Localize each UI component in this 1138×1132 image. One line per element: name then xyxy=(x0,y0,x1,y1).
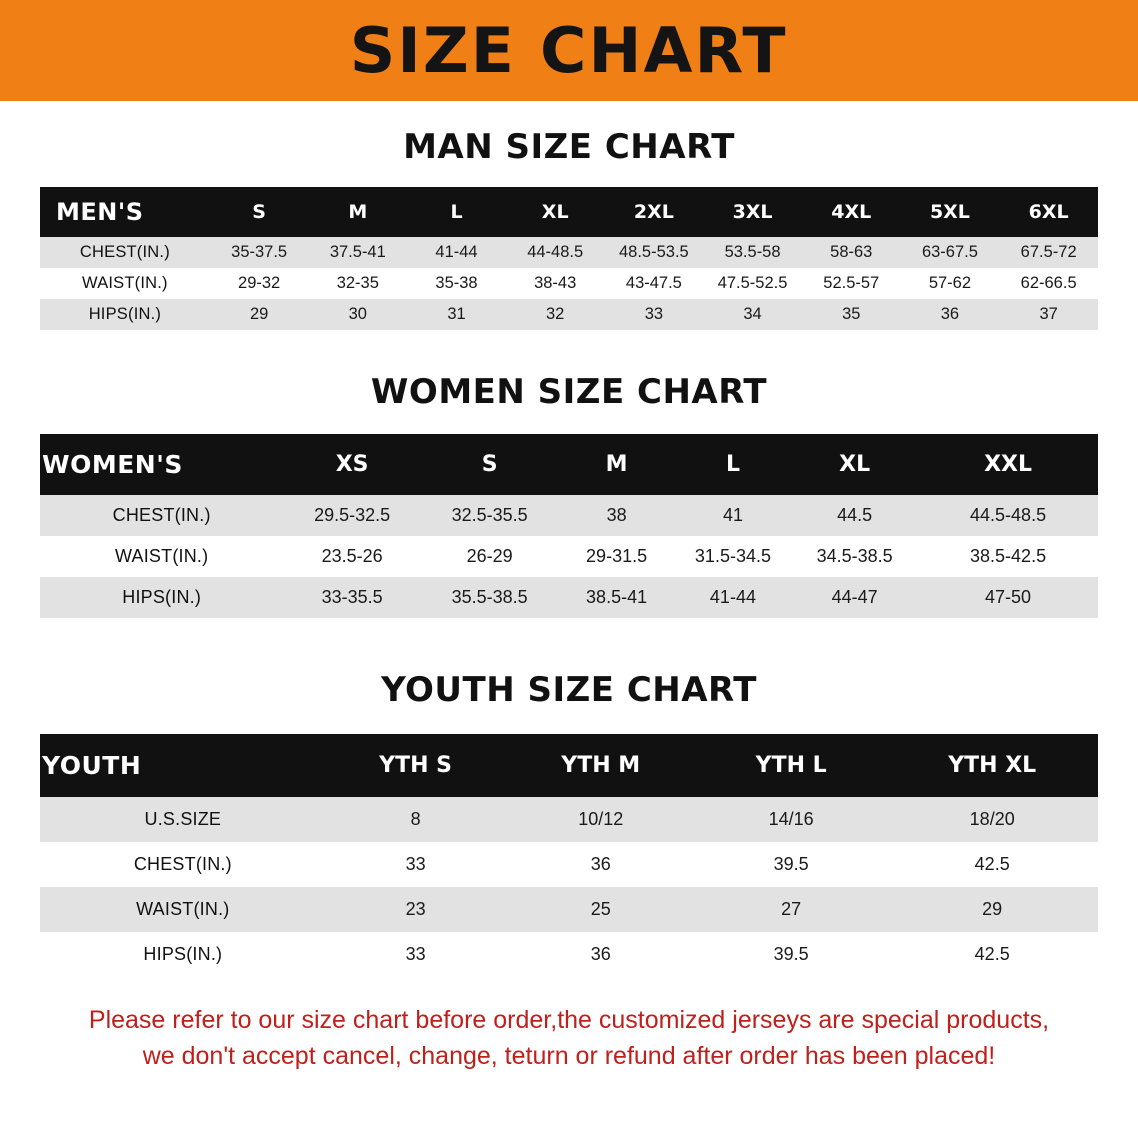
column-header: M xyxy=(558,434,674,495)
table-row xyxy=(40,268,1098,299)
table-cell: 34 xyxy=(703,299,802,330)
table-cell: 44-47 xyxy=(791,577,918,618)
table-cell: 33 xyxy=(326,842,506,887)
table-cell: 41-44 xyxy=(675,577,791,618)
table-cell: 36 xyxy=(506,842,696,887)
column-header: XL xyxy=(791,434,918,495)
column-header: XXL xyxy=(918,434,1098,495)
table-cell: 67.5-72 xyxy=(999,237,1098,268)
table-cell: 30 xyxy=(308,299,407,330)
column-header: S xyxy=(210,187,309,237)
column-header: 4XL xyxy=(802,187,901,237)
table-cell: 10/12 xyxy=(506,797,696,842)
table-cell: 38-43 xyxy=(506,268,605,299)
table-cell: 38 xyxy=(558,495,674,536)
table-row xyxy=(40,797,1098,842)
youth-section-title: YOUTH SIZE CHART xyxy=(381,670,757,710)
column-header: 2XL xyxy=(605,187,704,237)
table-cell: 41 xyxy=(675,495,791,536)
table-cell: 29-31.5 xyxy=(558,536,674,577)
table-cell: 38.5-42.5 xyxy=(918,536,1098,577)
table-cell: 18/20 xyxy=(886,797,1098,842)
policy-note-line-1: Please refer to our size chart before order,the customized jerseys are special products, xyxy=(88,1006,1050,1034)
column-header: L xyxy=(675,434,791,495)
table-cell: 63-67.5 xyxy=(901,237,1000,268)
table-cell: 36 xyxy=(506,932,696,977)
row-label: CHEST(IN.) xyxy=(40,842,326,887)
row-label: WAIST(IN.) xyxy=(40,887,326,932)
table-cell: 53.5-58 xyxy=(703,237,802,268)
header-banner xyxy=(0,0,1138,101)
table-cell: 58-63 xyxy=(802,237,901,268)
table-cell: 33 xyxy=(326,932,506,977)
table-cell: 42.5 xyxy=(886,842,1098,887)
table-cell: 8 xyxy=(326,797,506,842)
table-cell: 26-29 xyxy=(421,536,559,577)
table-row xyxy=(40,237,1098,268)
table-cell: 44-48.5 xyxy=(506,237,605,268)
table-cell: 29-32 xyxy=(210,268,309,299)
column-header: 5XL xyxy=(901,187,1000,237)
table-cell: 32-35 xyxy=(308,268,407,299)
row-label: CHEST(IN.) xyxy=(40,237,210,268)
table-cell: 38.5-41 xyxy=(558,577,674,618)
table-cell: 23.5-26 xyxy=(283,536,421,577)
table-cell: 23 xyxy=(326,887,506,932)
table-row xyxy=(40,536,1098,577)
table-cell: 36 xyxy=(901,299,1000,330)
row-label: WAIST(IN.) xyxy=(40,268,210,299)
column-header: MEN'S xyxy=(40,187,210,237)
table-cell: 52.5-57 xyxy=(802,268,901,299)
table-cell: 32.5-35.5 xyxy=(421,495,559,536)
table-cell: 57-62 xyxy=(901,268,1000,299)
row-label: HIPS(IN.) xyxy=(40,577,283,618)
women-size-table xyxy=(40,434,1098,618)
table-cell: 35-38 xyxy=(407,268,506,299)
table-cell: 34.5-38.5 xyxy=(791,536,918,577)
row-label: HIPS(IN.) xyxy=(40,932,326,977)
column-header: YTH L xyxy=(696,734,886,797)
table-header-row xyxy=(40,434,1098,495)
table-cell: 31.5-34.5 xyxy=(675,536,791,577)
man-size-table xyxy=(40,187,1098,330)
table-cell: 44.5-48.5 xyxy=(918,495,1098,536)
table-cell: 35.5-38.5 xyxy=(421,577,559,618)
column-header: YTH XL xyxy=(886,734,1098,797)
column-header: L xyxy=(407,187,506,237)
table-cell: 44.5 xyxy=(791,495,918,536)
table-cell: 62-66.5 xyxy=(999,268,1098,299)
page-title: SIZE CHART xyxy=(350,13,788,87)
table-cell: 29 xyxy=(886,887,1098,932)
column-header: S xyxy=(421,434,559,495)
row-label: U.S.SIZE xyxy=(40,797,326,842)
row-label: HIPS(IN.) xyxy=(40,299,210,330)
row-label: CHEST(IN.) xyxy=(40,495,283,536)
column-header: 6XL xyxy=(999,187,1098,237)
table-cell: 14/16 xyxy=(696,797,886,842)
youth-table-wrapper xyxy=(40,734,1098,977)
table-cell: 47.5-52.5 xyxy=(703,268,802,299)
column-header: WOMEN'S xyxy=(40,434,283,495)
column-header: XL xyxy=(506,187,605,237)
table-row xyxy=(40,299,1098,330)
table-cell: 39.5 xyxy=(696,932,886,977)
table-cell: 32 xyxy=(506,299,605,330)
row-label: WAIST(IN.) xyxy=(40,536,283,577)
column-header: YTH M xyxy=(506,734,696,797)
column-header: YTH S xyxy=(326,734,506,797)
table-cell: 41-44 xyxy=(407,237,506,268)
table-cell: 35-37.5 xyxy=(210,237,309,268)
table-row xyxy=(40,842,1098,887)
table-header-row xyxy=(40,734,1098,797)
man-table-wrapper xyxy=(40,187,1098,330)
table-row xyxy=(40,495,1098,536)
table-row xyxy=(40,932,1098,977)
table-cell: 35 xyxy=(802,299,901,330)
table-row xyxy=(40,577,1098,618)
table-cell: 31 xyxy=(407,299,506,330)
table-cell: 48.5-53.5 xyxy=(605,237,704,268)
policy-note-line-2: we don't accept cancel, change, teturn or refund after order has been placed! xyxy=(142,1041,996,1070)
women-section-title: WOMEN SIZE CHART xyxy=(370,372,768,412)
column-header: YOUTH xyxy=(40,734,326,797)
table-cell: 29 xyxy=(210,299,309,330)
man-section-title: MAN SIZE CHART xyxy=(403,127,735,167)
table-cell: 42.5 xyxy=(886,932,1098,977)
table-cell: 25 xyxy=(506,887,696,932)
youth-size-table xyxy=(40,734,1098,977)
policy-note xyxy=(34,1003,1104,1074)
table-cell: 37 xyxy=(999,299,1098,330)
table-cell: 43-47.5 xyxy=(605,268,704,299)
table-cell: 27 xyxy=(696,887,886,932)
table-cell: 29.5-32.5 xyxy=(283,495,421,536)
women-table-wrapper xyxy=(40,434,1098,618)
table-header-row xyxy=(40,187,1098,237)
column-header: XS xyxy=(283,434,421,495)
column-header: 3XL xyxy=(703,187,802,237)
table-cell: 33-35.5 xyxy=(283,577,421,618)
table-cell: 39.5 xyxy=(696,842,886,887)
column-header: M xyxy=(308,187,407,237)
table-row xyxy=(40,887,1098,932)
table-cell: 37.5-41 xyxy=(308,237,407,268)
table-cell: 33 xyxy=(605,299,704,330)
table-cell: 47-50 xyxy=(918,577,1098,618)
